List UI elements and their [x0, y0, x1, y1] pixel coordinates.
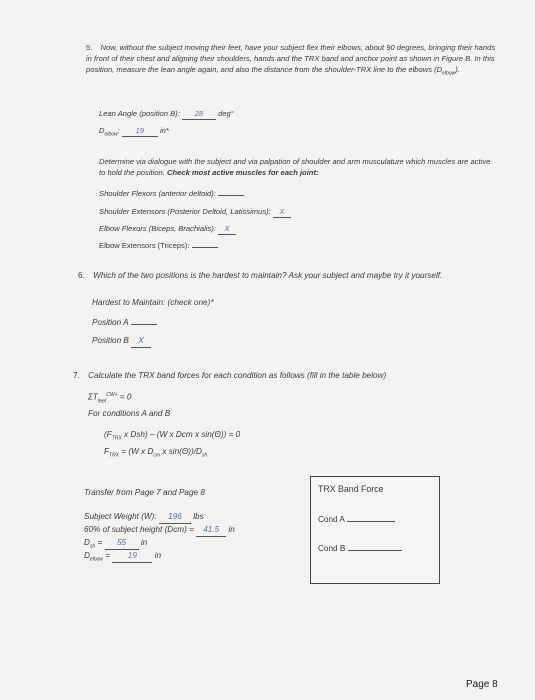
- option-label-a: Position A: [92, 318, 129, 327]
- muscle-label-2: Elbow Flexors (Biceps, Brachialis):: [99, 224, 216, 233]
- muscle-label-3: Elbow Extensors (Triceps):: [99, 241, 190, 250]
- height-label: 60% of subject height (Dcm) =: [84, 525, 194, 534]
- height-unit: in: [228, 525, 235, 534]
- equation-1: ($F_{TRX}$ x Dsh) – (W x Dcm x sin(Θ)) = 0: [104, 430, 241, 442]
- muscle-row-2: [99, 223, 236, 235]
- q5-block: [86, 42, 496, 80]
- delbow-row-2: [84, 550, 161, 566]
- equation-2: $F_{TRX} = (W$ x $D_{cm}$ x $\sin(\Theta))/D_{sh}$: [104, 447, 208, 459]
- cond-a-label: Cond A: [318, 515, 345, 524]
- determine-text: Determine via dialogue with the subject and via palpation of shoulder and arm musculature which muscles are active to hold the position. Check most active muscles for each joint:: [99, 157, 491, 177]
- muscle-value-2[interactable]: X: [218, 223, 236, 235]
- transfer-label: Transfer from Page 7 and Page 8: [84, 488, 205, 497]
- height-value[interactable]: 41.5: [196, 524, 226, 537]
- muscle-label-0: Shoulder Flexors (anterior deltoid):: [99, 189, 216, 198]
- sum-equation: $\Sigma T_{feet}^{CW+} = 0$: [88, 392, 132, 405]
- page-number: Page 8: [466, 679, 498, 690]
- muscle-row-3: [99, 240, 218, 251]
- q7-number: 7.: [73, 371, 80, 380]
- option-row-a: [92, 317, 157, 329]
- q6-number: 6.: [78, 271, 85, 280]
- q5-number: 5.: [86, 43, 93, 52]
- option-value-b[interactable]: X: [131, 335, 151, 348]
- lean-angle-label: Lean Angle: [99, 109, 138, 118]
- muscle-value-3[interactable]: [192, 247, 218, 248]
- cond-b-label: Cond B: [318, 544, 346, 553]
- height-row: [84, 524, 235, 537]
- delbow-row: [99, 125, 169, 141]
- dsh-value[interactable]: 55: [105, 537, 139, 550]
- dsh-unit: in: [140, 538, 148, 547]
- cond-b-row: [318, 543, 402, 555]
- delbow-value-2[interactable]: 19: [112, 550, 152, 563]
- lean-angle-value[interactable]: 28: [182, 108, 216, 120]
- trx-force-title: TRX Band Force: [318, 484, 384, 494]
- option-value-a[interactable]: [131, 324, 157, 325]
- delbow-label: $D_{elbow}$:: [99, 126, 120, 138]
- cond-a-value[interactable]: [347, 521, 395, 522]
- muscle-value-0[interactable]: [218, 195, 244, 196]
- muscle-value-1[interactable]: X: [273, 206, 291, 218]
- muscle-row-1: [99, 206, 291, 218]
- q6-text: Which of the two positions is the hardest to maintain? Ask your subject and maybe try it yourself.: [93, 271, 443, 280]
- lean-angle-mid: (position B):: [139, 109, 180, 118]
- q7-text: Calculate the TRX band forces for each condition as follows (fill in the table below): [88, 371, 387, 380]
- delbow-value[interactable]: 19: [122, 125, 158, 137]
- q7-block: [73, 370, 493, 382]
- trx-force-box: [310, 476, 440, 584]
- cond-a-row: [318, 514, 395, 526]
- q6-block: [78, 270, 488, 282]
- weight-unit: lbs: [193, 512, 204, 521]
- muscle-row-0: [99, 188, 244, 199]
- weight-value[interactable]: 196: [159, 511, 191, 524]
- delbow-label-2: $D_{elbow}$ =: [84, 551, 111, 563]
- cond-b-value[interactable]: [348, 550, 402, 551]
- for-conditions: For conditions A and B: [88, 409, 171, 418]
- hardest-label: Hardest to Maintain: (check one)*: [92, 298, 214, 307]
- lean-angle-row: [99, 108, 234, 120]
- option-row-b: [92, 335, 151, 348]
- q5-text: Now, without the subject moving their feet, have your subject flex their elbows, about 90 degrees, bringing their hands in front of their chest and aligning their shoulders, hands and the TRX band and anchor point as shown in Figure B. In this position, measure the lean angle again, and also the distance from the shoulder-TRX line to the elbows $(D_{elbow})$.: [86, 43, 496, 77]
- option-label-b: Position B: [92, 336, 129, 345]
- weight-label: Subject Weight (W):: [84, 512, 157, 521]
- weight-row: [84, 511, 204, 524]
- delbow-unit-2: in: [154, 551, 161, 560]
- lean-angle-unit: deg°: [218, 109, 234, 118]
- delbow-unit: in*: [159, 126, 169, 135]
- dsh-label: $D_{sh}$ =: [84, 538, 103, 550]
- muscle-label-1: Shoulder Extensors (Posterior Deltoid, Latissimus):: [99, 207, 271, 216]
